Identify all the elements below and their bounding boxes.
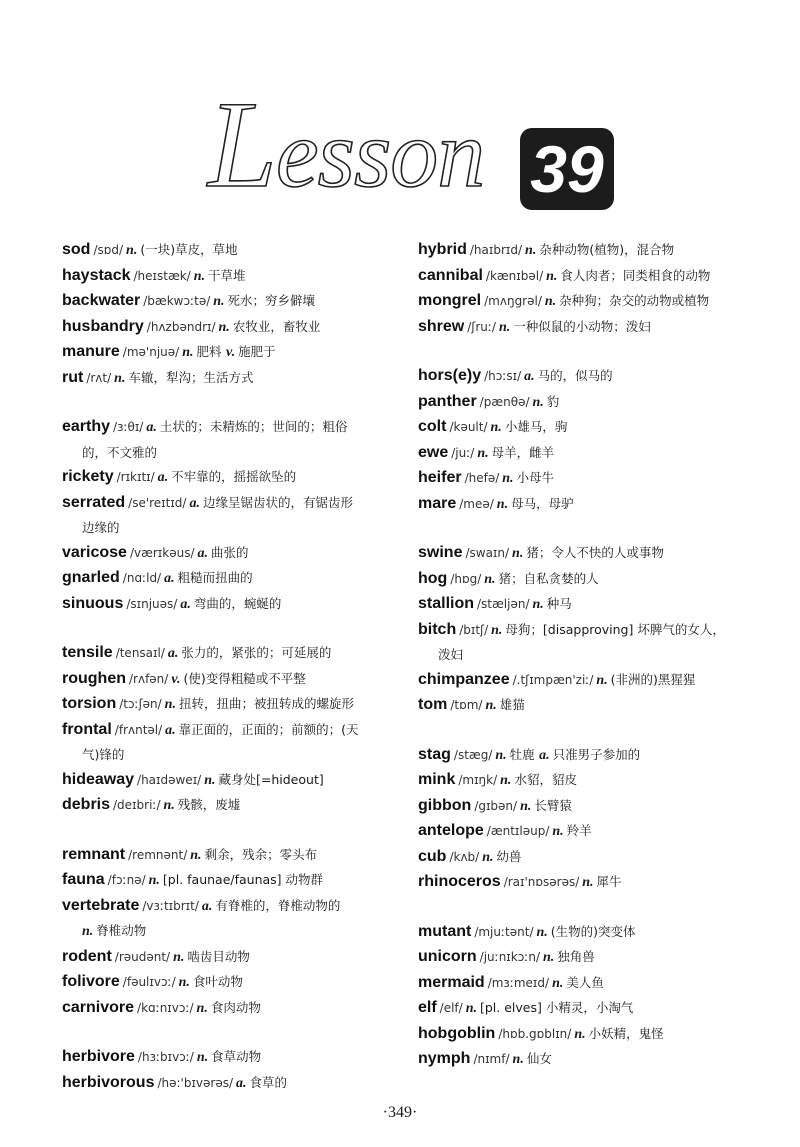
phonetic: /værɪkəus/ — [129, 545, 195, 560]
phonetic: /fɔːnə/ — [107, 873, 146, 887]
definition-continuation — [418, 643, 758, 668]
vocab-entry — [62, 1071, 402, 1097]
phonetic: /heɪstæk/ — [133, 268, 191, 283]
headword: haystack — [62, 266, 131, 284]
part-of-speech: a. — [167, 646, 179, 661]
definition: 仙女 — [526, 1051, 552, 1066]
part-of-speech: n. — [544, 294, 557, 309]
phonetic: /vɜːtɪbrɪt/ — [142, 898, 199, 913]
vocab-entry — [62, 340, 402, 366]
vocab-entry — [62, 415, 402, 465]
vocab-entry — [62, 641, 402, 667]
phonetic: /remnənt/ — [128, 847, 188, 862]
definition: 施肥于 — [238, 344, 276, 359]
vocab-entry — [418, 768, 758, 794]
phonetic: /tensaɪl/ — [115, 646, 165, 660]
definition: 小雄马，驹 — [504, 419, 568, 434]
phonetic: /stæljən/ — [477, 597, 530, 611]
part-of-speech: n. — [196, 1000, 208, 1016]
part-of-speech: n. — [520, 798, 532, 814]
phonetic: /kəult/ — [449, 420, 488, 434]
part-of-speech: n. — [477, 445, 489, 461]
vocab-entry — [418, 492, 758, 518]
phonetic: /hɒb.gɒblɪn/ — [498, 1026, 572, 1041]
part-of-speech: n. — [532, 597, 544, 612]
phonetic: /mɪŋk/ — [458, 773, 498, 787]
vocab-entry — [418, 390, 758, 416]
phonetic: /tɒm/ — [450, 698, 483, 712]
part-of-speech: n. — [546, 268, 558, 284]
vocab-entry — [418, 845, 758, 871]
vocab-entry — [418, 996, 758, 1022]
vocab-entry — [418, 264, 758, 290]
vocab-entry — [418, 971, 758, 997]
vocab-entry — [418, 441, 758, 467]
vocab-entry — [418, 819, 758, 845]
definition: 杂种动物(植物)，混合物 — [539, 242, 675, 257]
page-number: ·349· — [382, 1104, 418, 1121]
phonetic: /rɪkɪtɪ/ — [116, 470, 155, 484]
definition: 美人鱼 — [566, 974, 604, 990]
part-of-speech: n. — [574, 1026, 586, 1042]
part-of-speech: n. — [536, 924, 548, 940]
headword: folivore — [62, 973, 120, 990]
vocab-entry — [418, 289, 758, 315]
vocab-entry — [62, 1045, 402, 1071]
part-of-speech: n. — [213, 294, 225, 309]
headword: serrated — [62, 493, 126, 511]
definition: 食肉动物 — [210, 999, 261, 1015]
part-of-speech: a. — [539, 747, 550, 763]
definition: 猪；令人不快的人或事物 — [526, 545, 664, 560]
definition: 边缘的 — [82, 520, 120, 535]
part-of-speech: a. — [165, 722, 176, 738]
phonetic: /mɜːmeɪd/ — [487, 975, 550, 990]
definition: 曲张的 — [211, 544, 249, 560]
phonetic: /rəudənt/ — [114, 949, 171, 964]
vocab-entry — [418, 541, 758, 567]
headword: vertebrate — [62, 896, 140, 914]
definition: 气)锋的 — [82, 747, 125, 762]
definition: 小母牛 — [516, 470, 555, 485]
vocab-entry — [418, 415, 758, 441]
vocab-entry — [62, 692, 402, 718]
part-of-speech: a. — [157, 470, 169, 485]
vocab-entry — [418, 743, 758, 769]
part-of-speech: n. — [496, 496, 509, 512]
definition: 水貂，貂皮 — [514, 772, 577, 787]
vocab-entry — [418, 315, 758, 341]
headword: mermaid — [418, 973, 485, 991]
headword: hobgoblin — [418, 1024, 496, 1042]
headword: stag — [418, 745, 451, 763]
phonetic: /raɪ'nɒsərəs/ — [503, 875, 580, 889]
part-of-speech: n. — [204, 772, 216, 788]
vocab-entry — [418, 567, 758, 593]
part-of-speech: n. — [190, 847, 202, 863]
vocab-entry — [62, 667, 402, 693]
vocab-entry — [418, 693, 758, 719]
phonetic: /.tʃɪmpæn'ziː/ — [512, 672, 594, 687]
vocab-entry — [62, 238, 402, 264]
headword: herbivorous — [62, 1073, 155, 1091]
headword: sod — [62, 241, 91, 258]
definition: 一种似鼠的小动物；泼妇 — [513, 318, 651, 334]
headword: frontal — [62, 720, 112, 738]
phonetic: /tɔːʃən/ — [119, 697, 162, 711]
vocab-entry — [418, 466, 758, 492]
definition: 藏身处[=hideout] — [218, 771, 324, 787]
vocab-entry — [62, 289, 402, 315]
vocab-entry — [418, 945, 758, 971]
part-of-speech: n. — [582, 875, 594, 890]
vocab-entry — [62, 894, 402, 945]
part-of-speech: n. — [543, 950, 555, 965]
headword: chimpanzee — [418, 670, 510, 688]
vocab-entry — [62, 996, 402, 1022]
headword: nymph — [418, 1050, 471, 1067]
phonetic: /frʌntəl/ — [114, 722, 163, 737]
headword: mare — [418, 494, 457, 512]
definition: 泼妇 — [438, 647, 464, 662]
vocab-entry — [62, 264, 402, 290]
vocab-entry — [418, 794, 758, 820]
headword: manure — [62, 343, 120, 360]
phonetic: /hɒg/ — [450, 571, 482, 586]
definition: 杂种狗；杂交的动物或植物 — [559, 293, 710, 308]
headword: backwater — [62, 292, 141, 309]
headword: gibbon — [418, 796, 472, 814]
definition: 啮齿目动物 — [187, 948, 250, 964]
headword: shrew — [418, 317, 465, 335]
part-of-speech: a. — [189, 495, 200, 511]
phonetic: /hefə/ — [464, 471, 500, 485]
headword: rhinoceros — [418, 873, 501, 890]
lesson-title-rest: esson — [275, 100, 485, 207]
headword: torsion — [62, 695, 117, 712]
part-of-speech: n. — [126, 243, 138, 258]
lesson-title — [208, 76, 485, 213]
part-of-speech: a. — [201, 898, 213, 914]
vocab-entry — [418, 1022, 758, 1048]
definition: 食人肉者；同类相食的动物 — [560, 267, 711, 283]
definition: 羚羊 — [566, 823, 592, 838]
definition: 马的，似马的 — [537, 368, 613, 383]
vocab-entry — [62, 566, 402, 592]
phonetic: /nɪmf/ — [473, 1052, 510, 1066]
phonetic: /mə'njuə/ — [122, 345, 180, 359]
part-of-speech: n. — [532, 394, 544, 410]
definition: 残骸，废墟 — [177, 797, 241, 812]
definition: 剩余，残余；零头布 — [204, 846, 318, 862]
phonetic: /ɜːθɪ/ — [113, 420, 144, 434]
part-of-speech: n. — [512, 546, 524, 561]
definition: (非洲的)黑猩猩 — [610, 671, 696, 687]
definition: 脊椎动物 — [96, 923, 147, 938]
vocab-entry — [62, 315, 402, 341]
definition: 只准男子参加的 — [552, 746, 641, 762]
phonetic: /mʌŋgrəl/ — [484, 294, 542, 308]
headword: stallion — [418, 595, 475, 612]
lesson-header — [0, 76, 800, 218]
headword: gnarled — [62, 569, 120, 586]
part-of-speech: n. — [512, 1052, 524, 1067]
part-of-speech: v. — [225, 345, 236, 360]
vocab-entry — [62, 541, 402, 567]
part-of-speech: n. — [163, 798, 175, 813]
phonetic: /sɒd/ — [93, 243, 124, 257]
part-of-speech: n. — [484, 571, 496, 587]
phonetic: /hə:'bɪvərəs/ — [157, 1075, 234, 1090]
headword: colt — [418, 418, 447, 435]
definition: 土状的；未精炼的；世间的；粗俗 — [159, 419, 348, 434]
phonetic: /swaɪn/ — [465, 546, 510, 560]
headword: varicose — [62, 543, 127, 561]
vocab-entry — [418, 1047, 758, 1073]
vocab-entry — [62, 366, 402, 392]
headword: hideaway — [62, 770, 135, 788]
definition: (生物的)突变体 — [550, 923, 636, 939]
definition: 扭转，扭曲；被扭转成的螺旋形 — [178, 696, 354, 711]
part-of-speech: n. — [495, 747, 507, 763]
headword: mongrel — [418, 292, 482, 309]
vocab-entry — [62, 465, 402, 491]
phonetic: /hʌzbəndrɪ/ — [146, 319, 216, 334]
phonetic: /hɜːbɪvɔː/ — [137, 1050, 194, 1064]
definition: (一块)草皮，草地 — [140, 242, 238, 257]
part-of-speech: n. — [178, 975, 190, 990]
definition: 母狗；[disapproving] 坏脾气的女人， — [505, 621, 725, 637]
definition-continuation — [62, 743, 402, 768]
phonetic: /haɪdəweɪ/ — [137, 772, 202, 787]
part-of-speech: a. — [180, 596, 191, 612]
headword: hybrid — [418, 241, 467, 258]
part-of-speech: a. — [524, 369, 535, 384]
vocab-entry — [418, 870, 758, 896]
phonetic: /se'reɪtɪd/ — [128, 495, 187, 510]
part-of-speech: n. — [182, 345, 194, 360]
headword: heifer — [418, 469, 462, 486]
part-of-speech: v. — [171, 671, 181, 687]
definition: 车辙，犁沟；生活方式 — [128, 369, 254, 385]
vocab-entry — [418, 592, 758, 618]
part-of-speech: a. — [164, 571, 175, 586]
headword: rodent — [62, 947, 112, 965]
definition: 豹 — [546, 393, 560, 409]
headword: debris — [62, 796, 111, 813]
phonetic: /haɪbrɪd/ — [469, 243, 523, 257]
phonetic: /juːnɪkɔːn/ — [479, 950, 540, 964]
headword: antelope — [418, 822, 484, 839]
phonetic: /sɪnjuəs/ — [126, 596, 178, 611]
definition: 猪；自私贪婪的人 — [498, 570, 599, 586]
part-of-speech: n. — [552, 975, 564, 991]
vocab-entry — [62, 718, 402, 768]
phonetic: /meə/ — [459, 496, 494, 511]
phonetic: /hɔːsɪ/ — [484, 369, 522, 383]
part-of-speech: n. — [498, 319, 511, 335]
part-of-speech: n. — [482, 849, 494, 865]
definition: 母马，母驴 — [511, 495, 574, 511]
vocab-entry — [62, 945, 402, 971]
part-of-speech: n. — [164, 697, 176, 712]
phonetic: /nɑːld/ — [122, 571, 162, 585]
definition: 牡鹿 — [509, 746, 535, 762]
definition: 食草动物 — [211, 1049, 262, 1064]
definition: 有脊椎的，脊椎动物的 — [215, 897, 341, 913]
headword: husbandry — [62, 317, 144, 335]
vocab-entry — [62, 868, 402, 894]
definition: 长臂猿 — [534, 797, 572, 813]
phonetic: /æntɪləup/ — [486, 824, 550, 838]
part-of-speech: n. — [196, 1050, 209, 1065]
phonetic: /bɪtʃ/ — [459, 622, 489, 637]
vocab-entry — [418, 364, 758, 390]
part-of-speech: n. — [114, 370, 126, 386]
phonetic: /juː/ — [451, 445, 475, 460]
lesson-number-badge: 39 — [520, 128, 614, 210]
vocab-entry — [418, 618, 758, 668]
definition: 干草堆 — [208, 267, 246, 283]
definition: 的，不文雅的 — [82, 444, 158, 460]
vocab-entry — [418, 920, 758, 946]
part-of-speech: n. — [525, 243, 537, 258]
phonetic: /gɪbən/ — [474, 798, 518, 813]
headword: rut — [62, 368, 84, 386]
part-of-speech: a. — [197, 545, 208, 561]
vocab-entry — [62, 491, 402, 541]
left-vocabulary-column — [62, 238, 402, 1096]
headword: mutant — [418, 922, 472, 940]
phonetic: /fəulɪvɔː/ — [122, 975, 176, 989]
part-of-speech: n. — [82, 924, 94, 939]
part-of-speech: n. — [552, 824, 564, 839]
definition-continuation — [62, 441, 402, 466]
vocab-entry — [62, 793, 402, 819]
headword: carnivore — [62, 998, 135, 1016]
headword: unicorn — [418, 948, 477, 965]
definition: 母羊，雌羊 — [491, 444, 555, 460]
definition: [pl. faunae/faunas] 动物群 — [162, 872, 324, 887]
headword: cub — [418, 847, 447, 865]
part-of-speech: n. — [193, 268, 206, 284]
part-of-speech: a. — [146, 420, 157, 435]
part-of-speech: n. — [491, 622, 503, 638]
part-of-speech: n. — [465, 1001, 477, 1016]
part-of-speech: a. — [236, 1075, 247, 1091]
headword: ewe — [418, 443, 449, 461]
lesson-title-initial: L — [208, 76, 276, 213]
part-of-speech: n. — [502, 471, 514, 486]
headword: rickety — [62, 468, 114, 485]
definition: 雄猫 — [499, 697, 525, 712]
right-vocabulary-column — [418, 238, 758, 1073]
definition: 张力的，紧张的；可延展的 — [181, 645, 332, 660]
headword: elf — [418, 999, 437, 1016]
headword: roughen — [62, 669, 126, 687]
part-of-speech: n. — [485, 698, 497, 713]
headword: herbivore — [62, 1048, 135, 1065]
headword: fauna — [62, 871, 105, 888]
definition: 死水；穷乡僻壤 — [227, 293, 316, 308]
phonetic: /deɪbriː/ — [113, 798, 161, 812]
phonetic: /rʌfən/ — [129, 671, 169, 686]
definition: 靠正面的，正面的；前额的；(天 — [178, 721, 359, 737]
definition: 独角兽 — [557, 949, 595, 964]
definition: 种马 — [546, 596, 572, 611]
headword: hors(e)y — [418, 367, 482, 384]
definition: 犀牛 — [596, 874, 622, 889]
definition-continuation — [62, 516, 402, 541]
part-of-speech: n. — [148, 873, 160, 888]
phonetic: /mjuːtənt/ — [474, 924, 534, 939]
definition: 粗糙而扭曲的 — [177, 570, 253, 585]
definition: [pl. elves] 小精灵，小淘气 — [480, 1000, 634, 1015]
vocab-entry — [62, 768, 402, 794]
phonetic: /bækwɔːtə/ — [143, 294, 211, 308]
phonetic: /stæg/ — [453, 747, 493, 762]
headword: panther — [418, 392, 477, 410]
part-of-speech: n. — [500, 773, 512, 788]
headword: cannibal — [418, 266, 483, 284]
definition: 农牧业，畜牧业 — [232, 318, 321, 334]
vocab-entry — [62, 843, 402, 869]
part-of-speech: n. — [596, 672, 608, 688]
definition: 弯曲的，蜿蜒的 — [193, 595, 282, 611]
definition: 食草的 — [249, 1074, 288, 1090]
vocab-entry — [418, 238, 758, 264]
part-of-speech: n. — [490, 420, 502, 435]
definition: (使)变得粗糙或不平整 — [183, 670, 306, 686]
phonetic: /kʌb/ — [449, 849, 480, 864]
headword: sinuous — [62, 594, 124, 612]
phonetic: /rʌt/ — [86, 370, 112, 385]
phonetic: /kænɪbəl/ — [485, 268, 544, 283]
definition: 边缘呈锯齿状的，有锯齿形 — [202, 494, 353, 510]
phonetic: /elf/ — [439, 1001, 463, 1015]
definition: 小妖精，鬼怪 — [588, 1025, 664, 1041]
phonetic: /pænθə/ — [479, 394, 530, 409]
definition: 食叶动物 — [192, 974, 243, 989]
headword: swine — [418, 544, 463, 561]
vocab-entry — [62, 592, 402, 618]
definition-continuation — [62, 919, 402, 945]
headword: hog — [418, 569, 448, 587]
vocab-entry — [418, 668, 758, 694]
part-of-speech: n. — [173, 949, 185, 965]
definition: 肥料 — [196, 344, 222, 359]
headword: mink — [418, 771, 456, 788]
phonetic: /kɑːnɪvɔː/ — [137, 1000, 194, 1015]
headword: tom — [418, 696, 448, 713]
part-of-speech: n. — [218, 319, 230, 335]
definition: 幼兽 — [496, 848, 522, 864]
headword: earthy — [62, 418, 111, 435]
headword: tensile — [62, 644, 113, 661]
vocab-entry — [62, 970, 402, 996]
headword: remnant — [62, 845, 126, 863]
headword: bitch — [418, 620, 457, 638]
definition: 不牢靠的，摇摇欲坠的 — [171, 469, 297, 484]
phonetic: /ʃruː/ — [467, 319, 496, 334]
